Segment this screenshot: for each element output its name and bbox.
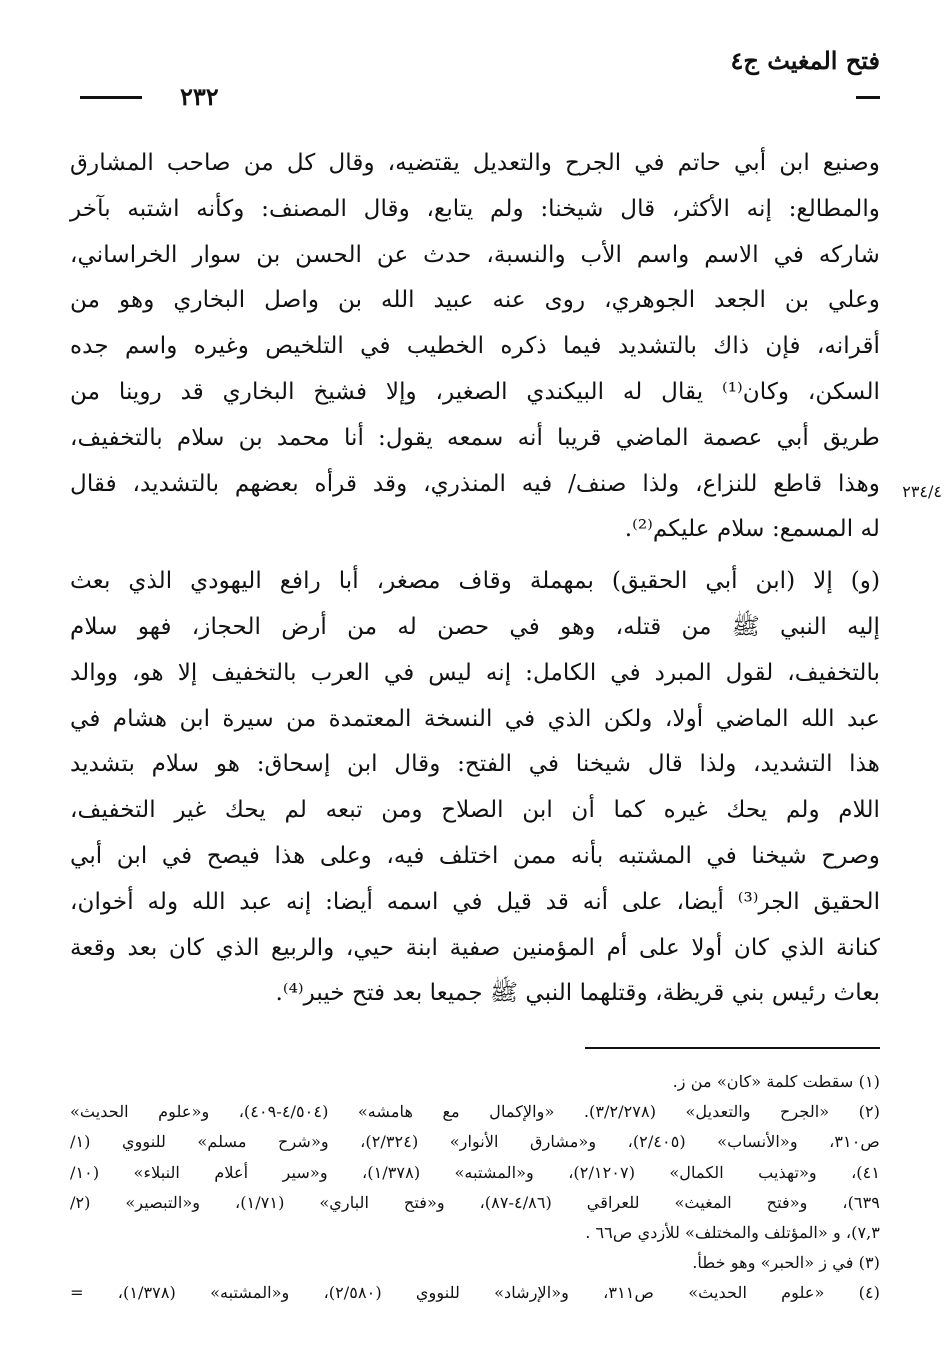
text-line: (و) إلا (ابن أبي الحقيق) بمهملة وقاف مصغر، أبا رافع اليهودي الذي بعث bbox=[70, 567, 880, 595]
footnote-line: ص٣١٠، و«الأنساب» (٢/٤٠٥)، و«مشارق الأنوار» (٢/٣٢٤)، و«شرح مسلم» للنووي (١/ bbox=[70, 1132, 880, 1152]
text-line: عبد الله الماضي أولا، ولكن الذي في النسخة المعتمدة من سيرة ابن هشام في bbox=[70, 704, 880, 732]
text-line: وهذا قاطع للنزاع، ولذا صنف/ فيه المنذري، وقد قرأه بعضهم بالتشديد، فقال bbox=[70, 469, 880, 497]
footnote-line: (٤) «علوم الحديث» ص٣١١، و«الإرشاد» للنووي (٢/٥٨٠)، و«المشتبه» (١/٣٧٨)، = bbox=[70, 1283, 880, 1303]
text-line: طريق أبي عصمة الماضي قريبا أنه سمعه يقول: أنا محمد بن سلام بالتخفيف، bbox=[70, 423, 880, 451]
main-text bbox=[70, 140, 880, 1016]
text-line: بعاث رئيس بني قريظة، وقتلهما النبي ﷺ جميعا بعد فتح خيبر⁽⁴⁾. bbox=[275, 979, 880, 1007]
footnote-line: (١) سقطت كلمة «كان» من ز. bbox=[672, 1072, 880, 1091]
margin-page-reference: ٢٣٤/٤ bbox=[902, 482, 942, 501]
footnote-line: ٧,٣)، و «المؤتلف والمختلف» للأزدي ص٦٦ . bbox=[585, 1222, 880, 1242]
page-header bbox=[80, 46, 880, 111]
text-line: السكن، وكان⁽¹⁾ يقال له البيكندي الصغير، وإلا فشيخ البخاري قد روينا من bbox=[70, 377, 880, 405]
footnote-line: (٢) «الجرح والتعديل» (٣/٢/٢٧٨). «والإكمال مع هامشه» (٤/٥٠٤-٤٠٩)، و«علوم الحديث» bbox=[70, 1102, 880, 1122]
text-line: شاركه في الاسم واسم الأب والنسبة، حدث عن الحسن بن سوار الخراساني، bbox=[70, 240, 880, 268]
footnote-separator bbox=[585, 1047, 880, 1049]
page-number: ٢٣٢ bbox=[180, 82, 219, 111]
text-line: وعلي بن الجعد الجوهري، روى عنه عبيد الله بن واصل البخاري وهو من bbox=[70, 286, 880, 314]
text-line: أقرانه، فإن ذاك بالتشديد فيما ذكره الخطيب في التلخيص وغيره واسم جده bbox=[70, 332, 880, 360]
footnote-line: (٣) في ز «الحبر» وهو خطأ. bbox=[692, 1253, 880, 1273]
text-line: وصنيع ابن أبي حاتم في الجرح والتعديل يقتضيه، وقال كل من صاحب المشارق bbox=[70, 149, 880, 176]
text-line: اللام ولم يحك غيره كما أن ابن الصلاح ومن تبعه لم يحك غير التخفيف، bbox=[70, 796, 880, 824]
running-title: فتح المغيث ج٤ bbox=[730, 46, 880, 75]
footnote-line: ٤١)، و«تهذيب الكمال» (٢/١٢٠٧)، و«المشتبه» (١/٣٧٨)، و«سير أعلام النبلاء» (١٠/ bbox=[70, 1162, 881, 1182]
header-rule-right bbox=[856, 96, 880, 99]
text-line: له المسمع: سلام عليكم⁽²⁾. bbox=[624, 515, 880, 543]
text-line: وصرح شيخنا في المشتبه بأنه ممن اختلف فيه، وعلى هذا فيصح في ابن أبي bbox=[70, 841, 880, 869]
text-line: الحقيق الجر⁽³⁾ أيضا، على أنه قد قيل في اسمه أيضا: إنه عبد الله وله أخوان، bbox=[70, 887, 881, 915]
text-line: بالتخفيف، لقول المبرد في الكامل: إنه ليس في العرب بالتخفيف إلا هو، ووالد bbox=[70, 658, 880, 686]
header-rule-left bbox=[80, 96, 142, 99]
footnote-line: ٦٣٩)، و«فتح المغيث» للعراقي (٤/٨٦-٨٧)، و«فتح الباري» (١/٧١)، و«التبصير» (٢/ bbox=[70, 1192, 880, 1212]
text-line: إليه النبي ﷺ من قتله، وهو في حصن له من أرض الحجاز، فهو سلام bbox=[70, 612, 880, 640]
text-line: والمطالع: إنه الأكثر، قال شيخنا: ولم يتابع، وقال المصنف: وكأنه اشتبه بآخر bbox=[70, 194, 880, 222]
text-line: هذا التشديد، ولذا قال شيخنا في الفتح: وقال ابن إسحاق: هو سلام بتشديد bbox=[70, 750, 880, 778]
footnotes bbox=[70, 1067, 880, 1309]
text-line: كنانة الذي كان أولا على أم المؤمنين صفية ابنة حيي، والربيع الذي كان بعد وقعة bbox=[70, 933, 880, 961]
